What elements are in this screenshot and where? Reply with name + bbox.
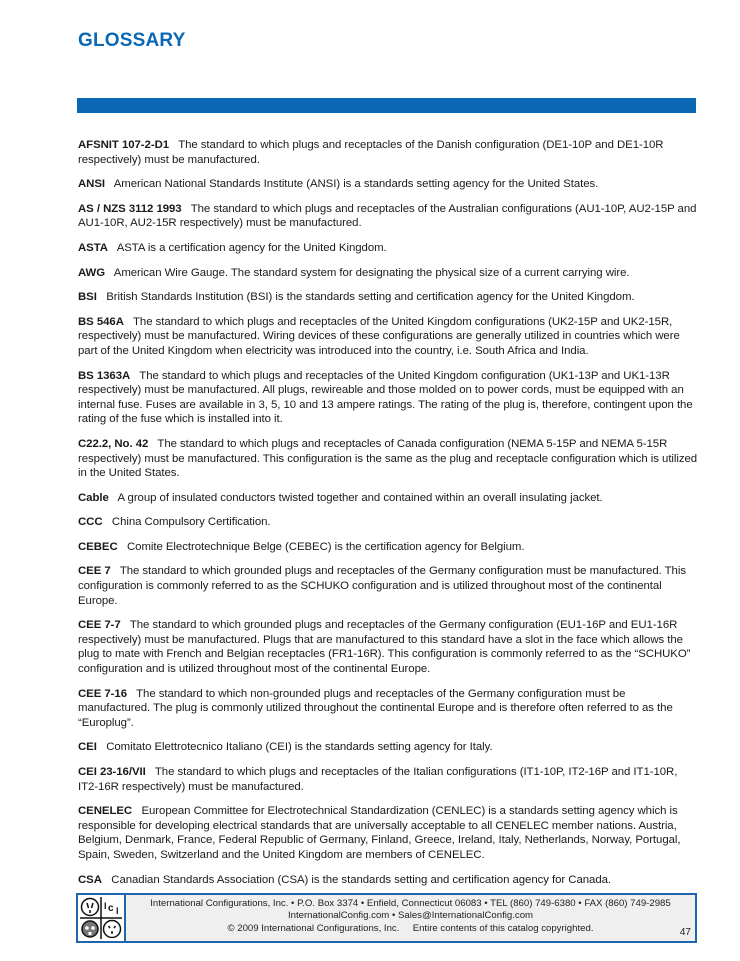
glossary-definition: The standard to which plugs and receptacles of the United Kingdom configuration (UK1-13P and UK1-13R respectively) must be manufactured. All plugs, rewireable and those molded on to power cords, must be equipped with an internal fuse. Fuses are available in 3, 5, 10 and 13 ampere ratings. The rating of the plug is, therefore, contingent upon the rating of the fuse which is installed into it. — [78, 369, 693, 426]
glossary-term: CEE 7 — [78, 565, 111, 578]
glossary-entry — [78, 491, 700, 506]
term-separator — [118, 541, 127, 553]
glossary-definition: The standard to which plugs and receptacles of the Danish configuration (DE1-10P and DE1-10R respectively) must be manufactured. — [78, 139, 664, 166]
glossary-definition: The standard to which plugs and receptacles of the Australian configurations (AU1-10P, AU2-15P and AU1-10R, AU2-15R respectively) must be manufactured. — [78, 202, 697, 230]
page-title: GLOSSARY — [78, 30, 186, 51]
glossary-definition: American Wire Gauge. The standard system for designating the physical size of a current carrying wire. — [113, 266, 630, 279]
glossary-entry — [78, 315, 700, 359]
glossary-term: CEBEC — [78, 540, 118, 553]
svg-text:I: I — [104, 901, 107, 911]
glossary-entry — [78, 564, 700, 608]
term-separator — [97, 741, 106, 753]
term-separator — [103, 516, 112, 528]
svg-text:c: c — [108, 903, 114, 914]
glossary-definition: China Compulsory Certification. — [111, 516, 271, 529]
footer-address-line: International Configurations, Inc. • P.O. Box 3374 • Enfield, Connecticut 06083 • TEL (860) 749-6380 • FAX (860) 749-2985 — [150, 898, 671, 909]
glossary-term: CEI — [78, 741, 97, 754]
footer-contact-info — [126, 895, 695, 941]
svg-text:I: I — [116, 906, 119, 916]
glossary-definition: ASTA is a certification agency for the United Kingdom. — [116, 241, 387, 254]
glossary-entry — [78, 369, 700, 427]
term-separator — [121, 619, 130, 631]
glossary-entry — [78, 515, 700, 530]
glossary-term: AS / NZS 3112 1993 — [78, 202, 182, 215]
glossary-term: AFSNIT 107-2-D1 — [78, 139, 170, 151]
term-separator — [124, 316, 133, 328]
glossary-term: CSA — [78, 873, 102, 886]
term-separator — [127, 688, 136, 700]
glossary-entry — [78, 290, 700, 305]
term-separator — [97, 291, 106, 303]
glossary-term: CEE 7-7 — [78, 619, 121, 632]
term-separator — [108, 242, 117, 254]
glossary-term: BSI — [78, 291, 97, 304]
glossary-term: CENELEC — [78, 805, 133, 818]
glossary-list — [78, 138, 700, 897]
glossary-term: AWG — [78, 266, 106, 279]
term-separator — [182, 203, 191, 215]
term-separator — [105, 267, 114, 279]
glossary-definition: Canadian Standards Association (CSA) is the standards setting and certification agency for Canada. — [111, 873, 612, 886]
glossary-definition: The standard to which non-grounded plugs and receptacles of the Germany configuration must be manufactured. The plug is commonly utilized throughout the continental Europe and is therefore often referred to as the “Europlug”. — [78, 687, 673, 729]
glossary-definition: The standard to which grounded plugs and receptacles of the Germany configuration (EU1-16P and EU1-16R respectively) must be manufactured. Plugs that are manufactured to this standard have a slot in the face which allows the plug to mate with French and Belgian receptacles (FR1-16R). This configuration is commonly referred to as the “SCHUKO” configuration and is utilized throughout most of the continental Europe. — [78, 619, 691, 676]
glossary-entry — [78, 740, 700, 755]
glossary-definition: The standard to which plugs and receptacles of the United Kingdom configurations (UK2-15P and UK2-15R, respectively) must be manufactured. Wiring devices of these configurations are generally utilized in countries which were part of the United Kingdom when electricity was introduced into the country, i.e. South Africa and India. — [78, 315, 680, 357]
glossary-term: CCC — [78, 516, 103, 529]
glossary-term: CEI 23-16/VII — [78, 766, 146, 778]
page-footer — [76, 893, 697, 943]
glossary-term: BS 1363A — [78, 369, 131, 382]
glossary-term: BS 546A — [78, 315, 124, 328]
glossary-entry — [78, 687, 700, 731]
glossary-entry — [78, 266, 700, 281]
glossary-term: ASTA — [78, 241, 108, 254]
term-separator — [102, 874, 111, 886]
glossary-entry — [78, 202, 700, 231]
term-separator — [105, 178, 114, 190]
glossary-definition: European Committee for Electrotechnical Standardization (CENLEC) is a standards setting agency which is responsible for developing electrical standards that are universally acceptable to all CENELEC member nations. Austria, Belgium, Denmark, France, Federal Republic of Germany, Finland, Greece, Ireland, Italy, Netherlands, Norway, Portugal, Spain, Sweden, Switzerland and the United Kingdom are members of CENELEC. — [78, 805, 681, 861]
term-separator — [109, 492, 118, 504]
glossary-term: Cable — [78, 491, 109, 504]
glossary-entry — [78, 241, 700, 256]
glossary-definition: Comite Electrotechnique Belge (CEBEC) is the certification agency for Belgium. — [126, 540, 525, 553]
glossary-entry — [78, 177, 700, 192]
plug-configurations-logo-icon — [78, 895, 124, 941]
footer-web-line: InternationalConfig.com • Sales@InternationalConfig.com — [287, 910, 534, 922]
page-number: 47 — [679, 926, 691, 938]
glossary-term: ANSI — [78, 178, 106, 191]
term-separator — [146, 766, 155, 778]
glossary-entry — [78, 618, 700, 676]
ici-logo-icon — [78, 895, 126, 941]
term-separator — [169, 139, 178, 151]
glossary-definition: British Standards Institution (BSI) is the standards setting and certification agency for the United Kingdom. — [106, 291, 635, 304]
glossary-entry — [78, 765, 700, 794]
glossary-entry — [78, 138, 700, 167]
footer-copyright-line: © 2009 International Configurations, Inc. Entire contents of this catalog copyrighted. — [227, 922, 594, 934]
glossary-entry — [78, 437, 700, 481]
glossary-term: C22.2, No. 42 — [78, 437, 149, 450]
term-separator — [111, 565, 120, 577]
glossary-definition: The standard to which grounded plugs and receptacles of the Germany configuration must be manufactured. This configuration is commonly referred to as the SCHUKO configuration and is utilized throughout most of the continental Europe. — [78, 565, 686, 607]
term-separator — [130, 370, 139, 382]
glossary-definition: The standard to which plugs and receptacles of the Italian configurations (IT1-10P, IT2-16P and IT1-10R, IT2-16R respectively) must be manufactured. — [78, 766, 678, 793]
glossary-entry — [78, 873, 700, 888]
header-rule-bar — [77, 98, 696, 113]
glossary-definition: The standard to which plugs and receptacles of Canada configuration (NEMA 5-15P and NEMA 5-15R respectively) must be manufactured. This configuration is the same as the plug and receptacle configuration which is utilized in the United States. — [78, 437, 698, 480]
glossary-definition: American National Standards Institute (ANSI) is a standards setting agency for the United States. — [113, 178, 599, 191]
glossary-term: CEE 7-16 — [78, 687, 127, 700]
glossary-entry — [78, 804, 700, 862]
glossary-definition: Comitato Elettrotecnico Italiano (CEI) is the standards setting agency for Italy. — [106, 741, 493, 754]
glossary-definition: A group of insulated conductors twisted together and contained within an overall insulating jacket. — [117, 491, 603, 504]
glossary-entry — [78, 540, 700, 555]
